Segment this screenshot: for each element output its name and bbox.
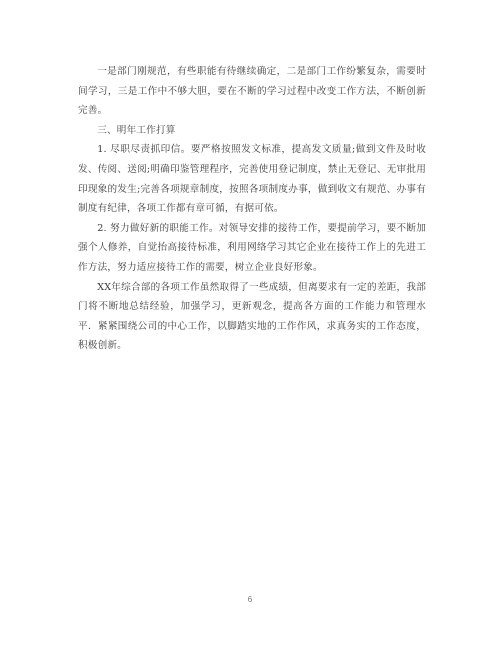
paragraph-issues: 一是部门刚规范，有些职能有待继续确定，二是部门工作纷繁复杂，需要时间学习，三是工作中不够大胆，要在不断的学习过程中改变工作方法，不断创新完善。 xyxy=(78,66,426,117)
document-body xyxy=(78,62,426,356)
paragraph-plan-2: 2. 努力做好新的职能工作。对领导安排的接待工作，要提前学习，要不断加强个人修养，自觉抬高接待标准，利用网络学习其它企业在接待工作上的先进工作方法，努力适应接待工作的需要，树立企业良好形象。 xyxy=(78,222,426,273)
page-number: 6 xyxy=(247,595,253,604)
paragraph-plan-1: 1. 尽职尽责抓印信。要严格按照发文标准，提高发文质量;做到文件及时收发、传阅、送阅;明确印鉴管理程序，完善使用登记制度，禁止无登记、无审批用印现象的发生;完善各项规章制度，按照各项制度办事，做到收文有规范、办事有制度有纪律，各项工作都有章可循，有据可依。 xyxy=(78,144,426,215)
paragraph-conclusion: XX年综合部的各项工作虽然取得了一些成绩，但离要求有一定的差距，我部门将不断地总结经验，加强学习，更新观念，提高各方面的工作能力和管理水平．紧紧围绕公司的中心工作，以脚踏实地的工作作风，求真务实的工作态度，积极创新。 xyxy=(78,281,426,352)
section-heading-next-year-plan: 三、明年工作打算 xyxy=(97,124,176,136)
